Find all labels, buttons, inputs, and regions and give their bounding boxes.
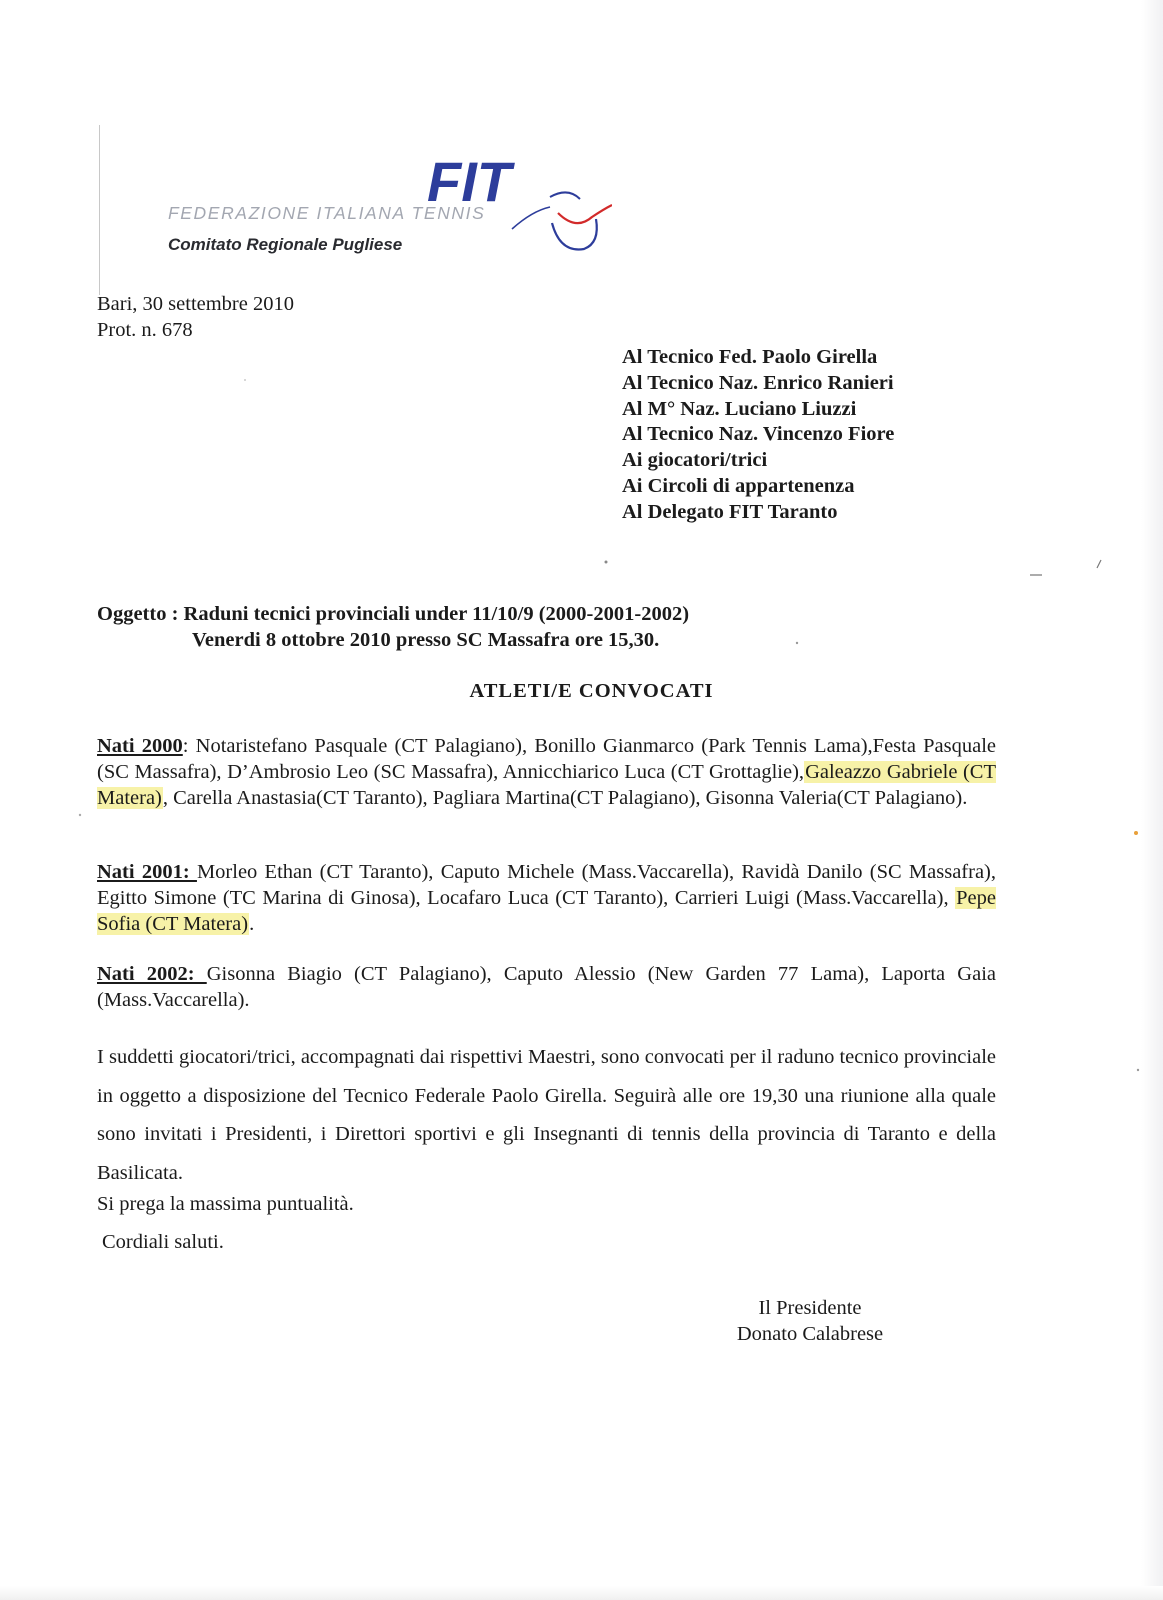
subject-label: Oggetto : [97,603,184,625]
athletes-text: Morleo Ethan (CT Taranto), Caputo Michele (Mass.Vaccarella), Ravidà Danilo (SC Massafra), Egitto Simone (TC Marina di Ginosa), Locafaro Luca (CT Taranto), Carrieri Luigi (Mass.Vaccarella), [97,861,997,909]
recipient-line: Al Delegato FIT Taranto [622,500,838,523]
body-paragraph: I suddetti giocatori/trici, accompagnati dai rispettivi Maestri, sono convocati per il raduno tecnico provinciale in oggetto a disposizione del Tecnico Federale Paolo Girella. Seguirà alle ore 19,30 una riunione alla quale sono invitati i Presidenti, i Direttori sportivi e gli Insegnanti di tennis della provincia di Taranto e della Basilicata. [97,1046,996,1184]
group-label-2002: Nati 2002: [97,963,207,985]
recipient-line: Al Tecnico Naz. Enrico Ranieri [622,371,894,394]
highlighted-athlete: Pepe Sofia (CT Matera) [97,887,996,935]
punctuality-note: Si prega la massima puntualità. [97,1193,354,1215]
signature-title: Il Presidente [758,1297,862,1319]
letter-date: Bari, 30 settembre 2010 [97,293,294,315]
athletes-text: Notaristefano Pasquale (CT Palagiano), Bonillo Gianmarco (Park Tennis Lama),Festa Pasquale (SC Massafra), D’Ambrosio Leo (SC Massafra), Annicchiarico Luca (CT Grottaglie), [97,735,997,783]
protocol-number: Prot. n. 678 [97,319,193,341]
recipient-line: Al Tecnico Fed. Paolo Girella [622,346,878,368]
section-title: ATLETI/E CONVOCATI [469,680,714,702]
group-separator: : [182,735,196,757]
recipient-line: Ai Circoli di appartenenza [622,474,855,497]
athletes-text: . [249,913,255,935]
group-label-2000: Nati 2000 [97,735,183,757]
recipient-line: Al Tecnico Naz. Vincenzo Fiore [622,423,895,446]
signature-name: Donato Calabrese [736,1323,884,1345]
recipient-line: Al M° Naz. Luciano Liuzzi [622,397,857,420]
recipient-line: Ai giocatori/trici [622,449,768,472]
athletes-text: , Carella Anastasia(CT Taranto), Pagliara Martina(CT Palagiano), Gisonna Valeria(CT Palagiano). [162,787,968,809]
highlighted-athlete: Galeazzo Gabriele (CT Matera) [97,761,996,809]
fit-logo-text: FIT [427,155,511,207]
regional-committee: Comitato Regionale Pugliese [168,235,403,254]
greeting: Cordiali saluti. [102,1231,224,1253]
athletes-text: Gisonna Biagio (CT Palagiano), Caputo Alessio (New Garden 77 Lama), Laporta Gaia (Mass.Vaccarella). [97,963,996,1011]
group-label-2001: Nati 2001: [97,861,197,883]
federation-name: FEDERAZIONE ITALIANA TENNIS [168,203,486,223]
subject-line-2: Venerdi 8 ottobre 2010 presso SC Massafra ore 15,30. [192,629,660,651]
subject-title: Raduni tecnici provinciali under 11/10/9 (2000-2001-2002) [183,603,690,625]
